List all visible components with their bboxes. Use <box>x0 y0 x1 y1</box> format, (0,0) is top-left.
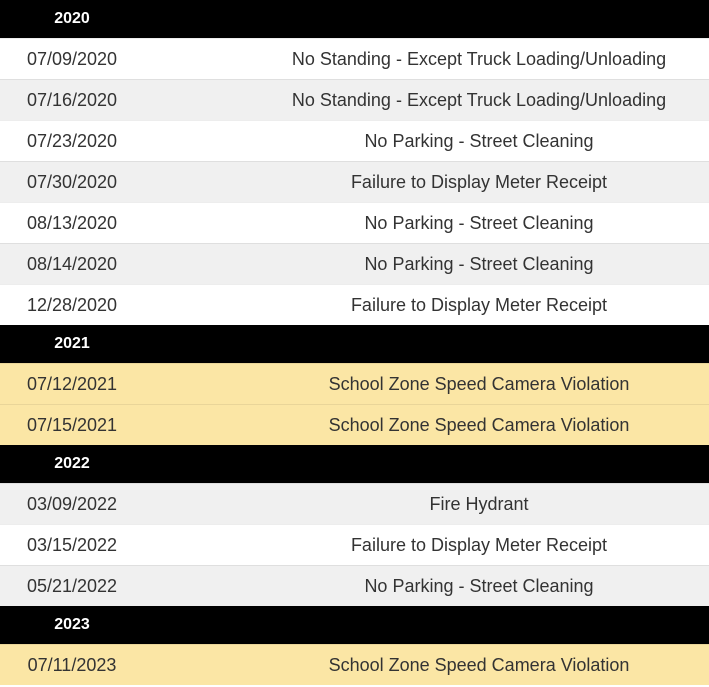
violation-row <box>0 483 709 524</box>
violation-row <box>0 79 709 120</box>
violation-row <box>0 284 709 325</box>
violation-description: School Zone Speed Camera Violation <box>328 373 630 394</box>
violation-date: 03/15/2022 <box>26 534 118 555</box>
violation-description: Failure to Display Meter Receipt <box>350 294 608 315</box>
violation-date: 07/23/2020 <box>26 130 118 151</box>
violation-description: No Parking - Street Cleaning <box>364 212 594 233</box>
violation-date: 03/09/2022 <box>26 493 118 514</box>
violation-row <box>0 524 709 565</box>
year-section-header <box>0 0 709 38</box>
violation-row <box>0 644 709 685</box>
year-section-header <box>0 606 709 644</box>
violation-row <box>0 404 709 445</box>
violation-date: 08/13/2020 <box>26 212 118 233</box>
violation-description: Fire Hydrant <box>429 493 529 514</box>
year-label: 2021 <box>54 335 90 352</box>
year-section-header <box>0 325 709 363</box>
year-section-header <box>0 445 709 483</box>
violation-date: 07/12/2021 <box>26 373 118 394</box>
year-label: 2022 <box>54 455 90 472</box>
violation-description: Failure to Display Meter Receipt <box>350 534 608 555</box>
violation-date: 07/11/2023 <box>27 654 117 675</box>
violation-description: No Parking - Street Cleaning <box>364 575 594 596</box>
year-label: 2023 <box>54 616 90 633</box>
violation-row <box>0 243 709 284</box>
violation-date: 07/15/2021 <box>26 414 118 435</box>
violation-row <box>0 202 709 243</box>
violation-date: 05/21/2022 <box>26 575 118 596</box>
violation-row <box>0 161 709 202</box>
violation-description: School Zone Speed Camera Violation <box>328 654 630 675</box>
violation-description: No Parking - Street Cleaning <box>364 253 594 274</box>
violation-row <box>0 120 709 161</box>
violation-description: No Standing - Except Truck Loading/Unloading <box>291 48 667 69</box>
violation-description: Failure to Display Meter Receipt <box>350 171 608 192</box>
violation-row <box>0 565 709 606</box>
year-label: 2020 <box>54 10 90 27</box>
violation-row <box>0 38 709 79</box>
violation-date: 07/09/2020 <box>26 48 118 69</box>
violation-description: No Standing - Except Truck Loading/Unloading <box>291 89 667 110</box>
violation-date: 12/28/2020 <box>26 294 118 315</box>
violation-date: 08/14/2020 <box>26 253 118 274</box>
violation-description: School Zone Speed Camera Violation <box>328 414 630 435</box>
violation-description: No Parking - Street Cleaning <box>364 130 594 151</box>
violation-date: 07/16/2020 <box>26 89 118 110</box>
violation-date: 07/30/2020 <box>26 171 118 192</box>
violation-row <box>0 363 709 404</box>
